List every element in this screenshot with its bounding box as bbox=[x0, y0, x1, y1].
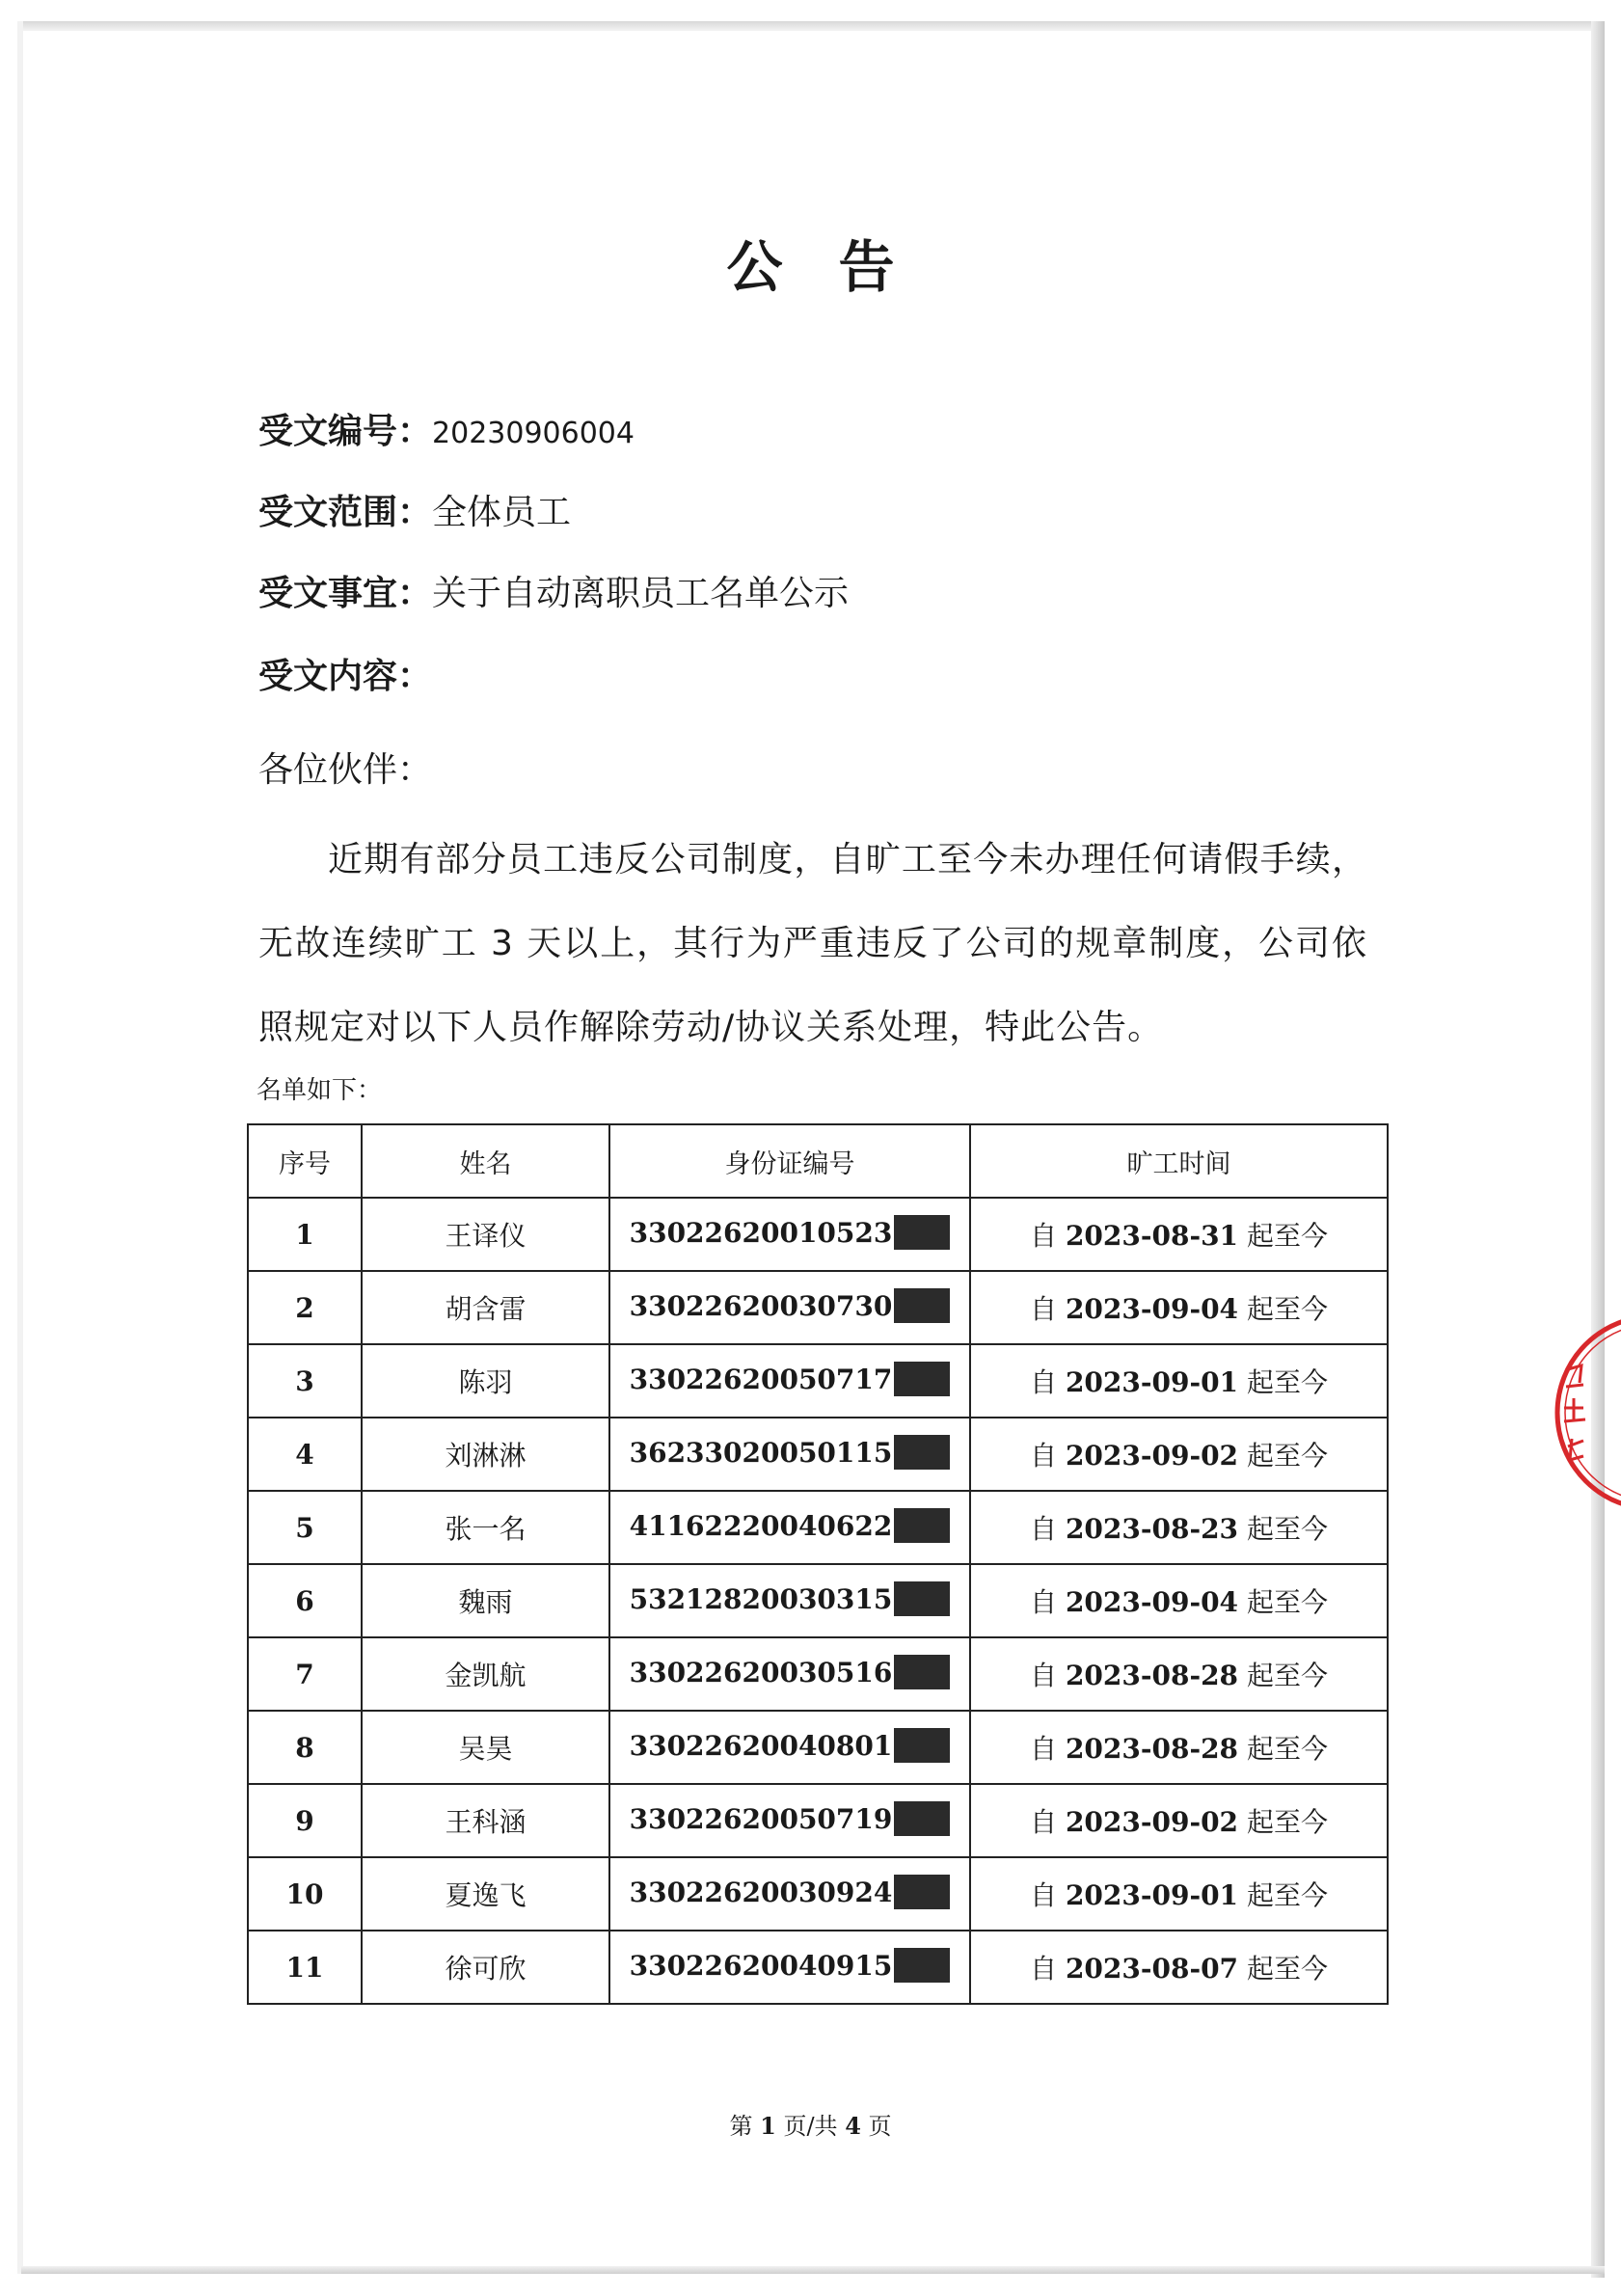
period-from: 自 bbox=[1030, 1953, 1058, 1985]
cell-absence-period bbox=[970, 1857, 1388, 1931]
cell-seq: 10 bbox=[248, 1857, 362, 1931]
field-content bbox=[258, 657, 433, 696]
period-date: 2023-08-31 bbox=[1065, 1220, 1239, 1252]
field-value: 20230906004 bbox=[432, 417, 635, 450]
cell-absence-period bbox=[970, 1711, 1388, 1784]
period-date: 2023-08-28 bbox=[1065, 1733, 1239, 1765]
period-date: 2023-08-23 bbox=[1065, 1513, 1239, 1545]
company-seal-stamp bbox=[1543, 1302, 1621, 1524]
redaction-block bbox=[894, 1288, 950, 1323]
period-date: 2023-08-28 bbox=[1065, 1660, 1239, 1691]
period-to: 起至今 bbox=[1246, 1513, 1328, 1545]
scan-edge-top bbox=[21, 21, 1603, 31]
redaction-block bbox=[894, 1728, 950, 1763]
cell-absence-period bbox=[970, 1344, 1388, 1418]
notice-paragraph: 近期有部分员工违反公司制度，自旷工至今未办理任何请假手续，无故连续旷工 3 天以上，其行为严重违反了公司的规章制度，公司依照规定对以下人员作解除劳动/协议关系处理，特此公告。 bbox=[258, 840, 1367, 1047]
id-number: 53212820030315 bbox=[629, 1582, 893, 1615]
cell-absence-period bbox=[970, 1271, 1388, 1344]
header-absence: 旷工时间 bbox=[970, 1124, 1388, 1198]
period-to: 起至今 bbox=[1246, 1660, 1328, 1691]
period-date: 2023-09-01 bbox=[1065, 1879, 1239, 1911]
period-to: 起至今 bbox=[1246, 1366, 1328, 1398]
seal-glyph-3 bbox=[1568, 1439, 1583, 1460]
roster-table bbox=[247, 1123, 1389, 2005]
seal-glyph-2 bbox=[1564, 1398, 1585, 1421]
id-number: 33022620030516 bbox=[629, 1656, 893, 1688]
cell-id bbox=[609, 1637, 970, 1711]
period-from: 自 bbox=[1030, 1366, 1058, 1398]
field-subject bbox=[258, 574, 850, 613]
cell-absence-period bbox=[970, 1637, 1388, 1711]
period-to: 起至今 bbox=[1246, 1733, 1328, 1765]
field-label: 受文范围： bbox=[258, 493, 433, 532]
period-date: 2023-08-07 bbox=[1065, 1953, 1239, 1985]
cell-id bbox=[609, 1198, 970, 1271]
period-from: 自 bbox=[1030, 1220, 1058, 1252]
cell-name: 刘淋淋 bbox=[362, 1418, 609, 1491]
cell-absence-period bbox=[970, 1564, 1388, 1637]
id-number: 41162220040622 bbox=[629, 1509, 893, 1542]
id-number: 33022620030730 bbox=[629, 1289, 893, 1322]
seal-glyph-1 bbox=[1566, 1365, 1583, 1387]
table-row bbox=[248, 1271, 1388, 1344]
period-from: 自 bbox=[1030, 1733, 1058, 1765]
period-from: 自 bbox=[1030, 1806, 1058, 1838]
table-row bbox=[248, 1711, 1388, 1784]
cell-seq: 9 bbox=[248, 1784, 362, 1857]
cell-seq: 2 bbox=[248, 1271, 362, 1344]
document-title: 公告 bbox=[726, 234, 951, 300]
table-row bbox=[248, 1564, 1388, 1637]
period-date: 2023-09-04 bbox=[1065, 1586, 1239, 1618]
field-value: 关于自动离职员工名单公示 bbox=[432, 574, 850, 613]
redaction-block bbox=[894, 1508, 950, 1543]
period-to: 起至今 bbox=[1246, 1879, 1328, 1911]
cell-id bbox=[609, 1418, 970, 1491]
list-label: 名单如下： bbox=[257, 1076, 383, 1105]
period-date: 2023-09-01 bbox=[1065, 1366, 1239, 1398]
cell-seq: 11 bbox=[248, 1931, 362, 2004]
field-label: 受文内容： bbox=[258, 657, 433, 696]
period-to: 起至今 bbox=[1246, 1440, 1328, 1472]
table-row bbox=[248, 1198, 1388, 1271]
period-from: 自 bbox=[1030, 1513, 1058, 1545]
table-row bbox=[248, 1491, 1388, 1564]
page-footer bbox=[0, 2107, 1621, 2141]
cell-id bbox=[609, 1344, 970, 1418]
period-date: 2023-09-02 bbox=[1065, 1806, 1239, 1838]
cell-seq: 5 bbox=[248, 1491, 362, 1564]
field-label: 受文事宜： bbox=[258, 574, 433, 613]
redaction-block bbox=[894, 1362, 950, 1396]
cell-seq: 7 bbox=[248, 1637, 362, 1711]
field-value: 全体员工 bbox=[432, 493, 572, 532]
id-number: 33022620050719 bbox=[629, 1802, 893, 1835]
scan-edge-right bbox=[1591, 21, 1605, 2278]
period-to: 起至今 bbox=[1246, 1953, 1328, 1985]
footer-middle: 页/共 bbox=[783, 2113, 838, 2140]
cell-absence-period bbox=[970, 1491, 1388, 1564]
redaction-block bbox=[894, 1435, 950, 1470]
cell-seq: 4 bbox=[248, 1418, 362, 1491]
cell-id bbox=[609, 1271, 970, 1344]
period-from: 自 bbox=[1030, 1660, 1058, 1691]
redaction-block bbox=[894, 1875, 950, 1909]
period-to: 起至今 bbox=[1246, 1806, 1328, 1838]
redaction-block bbox=[894, 1215, 950, 1250]
footer-total-pages: 4 bbox=[845, 2112, 861, 2140]
footer-suffix: 页 bbox=[868, 2113, 892, 2140]
cell-absence-period bbox=[970, 1931, 1388, 2004]
table-row bbox=[248, 1418, 1388, 1491]
cell-name: 徐可欣 bbox=[362, 1931, 609, 2004]
redaction-block bbox=[894, 1801, 950, 1836]
table-row bbox=[248, 1637, 1388, 1711]
cell-id bbox=[609, 1857, 970, 1931]
seal-ring bbox=[1557, 1316, 1621, 1509]
table-row bbox=[248, 1857, 1388, 1931]
table-row bbox=[248, 1931, 1388, 2004]
id-number: 33022620010523 bbox=[629, 1216, 893, 1249]
redaction-block bbox=[894, 1655, 950, 1689]
period-date: 2023-09-04 bbox=[1065, 1293, 1239, 1325]
period-to: 起至今 bbox=[1246, 1293, 1328, 1325]
cell-id bbox=[609, 1564, 970, 1637]
period-to: 起至今 bbox=[1246, 1586, 1328, 1618]
redaction-block bbox=[894, 1948, 950, 1983]
field-scope bbox=[258, 493, 572, 532]
table-row bbox=[248, 1784, 1388, 1857]
cell-id bbox=[609, 1711, 970, 1784]
table-header-row bbox=[248, 1124, 1388, 1198]
cell-id bbox=[609, 1491, 970, 1564]
cell-name: 张一名 bbox=[362, 1491, 609, 1564]
scan-edge-left bbox=[17, 21, 23, 2274]
period-from: 自 bbox=[1030, 1879, 1058, 1911]
footer-page-number: 1 bbox=[760, 2112, 776, 2140]
cell-name: 魏雨 bbox=[362, 1564, 609, 1637]
id-number: 36233020050115 bbox=[629, 1436, 893, 1469]
period-from: 自 bbox=[1030, 1293, 1058, 1325]
redaction-block bbox=[894, 1581, 950, 1616]
footer-prefix: 第 bbox=[729, 2113, 753, 2140]
cell-absence-period bbox=[970, 1418, 1388, 1491]
period-date: 2023-09-02 bbox=[1065, 1440, 1239, 1472]
period-from: 自 bbox=[1030, 1440, 1058, 1472]
period-from: 自 bbox=[1030, 1586, 1058, 1618]
cell-absence-period bbox=[970, 1784, 1388, 1857]
id-number: 33022620040801 bbox=[629, 1729, 893, 1762]
header-id: 身份证编号 bbox=[609, 1124, 970, 1198]
table-body bbox=[248, 1198, 1388, 2004]
cell-name: 王译仪 bbox=[362, 1198, 609, 1271]
cell-id bbox=[609, 1784, 970, 1857]
scan-edge-bottom bbox=[21, 2266, 1605, 2274]
field-document-number bbox=[258, 412, 635, 451]
cell-name: 夏逸飞 bbox=[362, 1857, 609, 1931]
cell-name: 陈羽 bbox=[362, 1344, 609, 1418]
cell-seq: 8 bbox=[248, 1711, 362, 1784]
period-to: 起至今 bbox=[1246, 1220, 1328, 1252]
cell-name: 王科涵 bbox=[362, 1784, 609, 1857]
id-number: 33022620030924 bbox=[629, 1876, 893, 1908]
id-number: 33022620040915 bbox=[629, 1949, 893, 1982]
header-name: 姓名 bbox=[362, 1124, 609, 1198]
cell-seq: 6 bbox=[248, 1564, 362, 1637]
cell-absence-period bbox=[970, 1198, 1388, 1271]
cell-id bbox=[609, 1931, 970, 2004]
cell-name: 胡含雷 bbox=[362, 1271, 609, 1344]
header-seq: 序号 bbox=[248, 1124, 362, 1198]
field-label: 受文编号： bbox=[258, 412, 433, 451]
table-row bbox=[248, 1344, 1388, 1418]
cell-seq: 1 bbox=[248, 1198, 362, 1271]
seal-glyph-strokes bbox=[1564, 1365, 1585, 1460]
id-number: 33022620050717 bbox=[629, 1363, 893, 1395]
cell-name: 金凯航 bbox=[362, 1637, 609, 1711]
greeting: 各位伙伴： bbox=[258, 750, 433, 790]
cell-name: 吴昊 bbox=[362, 1711, 609, 1784]
cell-seq: 3 bbox=[248, 1344, 362, 1418]
